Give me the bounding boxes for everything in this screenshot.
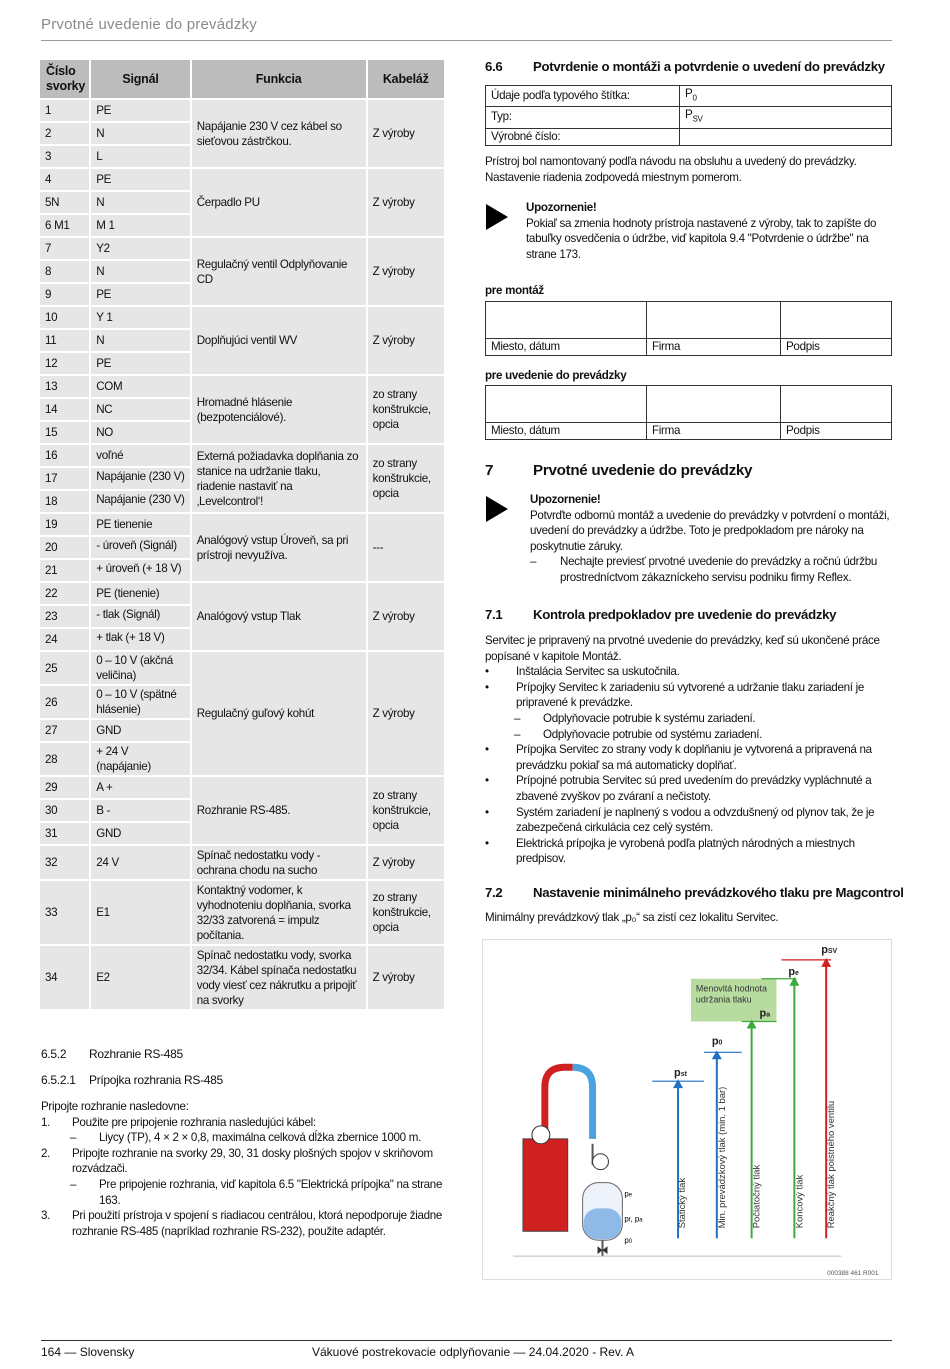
note-title: Upozornenie! [530,493,601,506]
label-relief-pressure: Reakčný tlak poistného ventilu [826,1100,838,1229]
terminal-number: 11 [40,330,89,351]
label-type: Typ: [486,107,680,128]
manometer-icon [593,1154,609,1170]
signal: - tlak (Signál) [91,606,189,627]
section-number: 6.5.2 [41,1047,67,1061]
signal: Napájanie (230 V) [91,468,189,489]
col-place-date: Miesto, dátum [486,339,647,356]
prereq-item: • Elektrická prípojka je vyrobená podľa platných národných a miestnych predpisov. [485,836,855,866]
col-company: Firma [647,339,781,356]
svg-text:p0: p0 [624,1236,633,1246]
function: Napájanie 230 V cez kábel so sieťovou zástrčkou. [192,100,366,167]
function: Regulačný ventil Odplyňovanie CD [192,238,366,305]
column-header: Kabeláž [368,60,444,98]
label-pa: pa [759,1007,771,1020]
terminal-number: 17 [40,468,89,489]
terminal-number: 15 [40,422,89,443]
signal: B - [91,800,189,821]
terminal-number: 32 [40,846,89,879]
footer-doc: Vákuové postrekovacie odplyňovanie — 24.04.2020 - Rev. A [312,1345,634,1359]
signal: GND [91,720,189,741]
signal: E2 [91,946,189,1009]
col-company: Firma [647,423,781,440]
function: Analógový vstup Tlak [192,583,366,650]
table-row [40,445,444,466]
terminal-number: 26 [40,686,89,718]
cabling: --- [368,514,444,581]
signal: N [91,192,189,213]
label-initial-pressure: Počiatočný tlak [751,1164,763,1229]
pump-icon [532,1126,550,1144]
function: Analógový vstup Úroveň, sa pri prístroji nevyužíva. [192,514,366,581]
label-serial: Výrobné číslo: [486,128,680,145]
label-pe: pe [788,965,799,978]
table-row [40,881,444,944]
note-sub: – Nechajte previesť prvotné uvedenie do prevádzky a ročnú údržbu prostredníctvom zákazníckeho servisu podniku firmy Reflex. [530,555,878,584]
boiler [523,1139,568,1231]
box-text-2: udržania tlaku [695,994,752,1005]
cabling: Z výroby [368,307,444,374]
terminal-number: 19 [40,514,89,535]
note-6-6 [526,200,896,262]
signal: + tlak (+ 18 V) [91,629,189,650]
signal: PE [91,169,189,190]
terminal-number: 29 [40,777,89,798]
return-pipe [573,1067,593,1139]
signature-table-mont [485,301,892,356]
terminal-number: 16 [40,445,89,466]
function: Hromadné hlásenie (bezpotenciálové). [192,376,366,443]
prereq-item: • Prípojky Servitec k zariadeniu sú vytvorené a udržanie tlaku zariadení je pripravené k prevádzke. [485,680,865,710]
signal: COM [91,376,189,397]
signal: 24 V [91,846,189,879]
section-title: Kontrola predpokladov pre uvedenie do prevádzky [533,607,837,622]
col-signature: Podpis [781,339,892,356]
rs485-instructions [41,1099,445,1239]
label-min-pressure: Min. prevádzkový tlak (min. 1 bar) [716,1086,728,1229]
terminal-number: 2 [40,123,89,144]
cabling: Z výroby [368,652,444,775]
terminal-number: 28 [40,743,89,775]
header-rule [41,40,892,41]
terminal-number: 22 [40,583,89,604]
note-7 [530,492,892,586]
cabling: Z výroby [368,238,444,305]
step-1-sub: – Liycy (TP), 4 × 2 × 0,8, maximálna celková dĺžka zbernice 1000 m. [70,1131,422,1145]
signal: PE [91,100,189,121]
section-title: Rozhranie RS-485 [89,1047,183,1061]
function: Kontaktný vodomer, k vyhodnoteniu doplňania, svorka 32/33 zatvorená = impulz počítania. [192,881,366,944]
label-p0: p0 [711,1035,723,1048]
table-row [40,946,444,1009]
prereq-item: • Prípojka Servitec zo strany vody k doplňaniu je vytvorená a pripravená na prevádzku pokiaľ sa má automaticky doplňať. [485,743,872,772]
cabling: zo strany konštrukcie, opcia [368,445,444,512]
terminal-number: 23 [40,606,89,627]
signal: N [91,261,189,282]
table-row [40,376,444,397]
signal: voľné [91,445,189,466]
value-serial [680,128,892,145]
table-row [40,307,444,328]
cabling: Z výroby [368,100,444,167]
terminal-number: 13 [40,376,89,397]
step-2-sub: – Pre pripojenie rozhrania, viď kapitola 6.5 "Elektrická prípojka" na strane 163. [70,1177,443,1207]
terminal-number: 9 [40,284,89,305]
prereq-item: • Systém zariadení je naplnený s vodou a odvzdušnený od plynov tak, že je zabezpečená cirkulácia cez celý systém. [485,805,875,835]
terminal-number: 5N [40,192,89,213]
table-row [40,514,444,535]
table-row [40,583,444,604]
confirmation-text: Prístroj bol namontovaný podľa návodu na obsluhu a uvedený do prevádzky. Nastavenie riadenia zodpovedá miestnym pomerom. [485,155,857,184]
prereq-item: • Prípojné potrubia Servitec sú pred uvedením do prevádzky vypláchnuté a zbavené zvyškov po zváraní a nečistoty. [485,774,872,803]
signal: 0 – 10 V (akčná veličina) [91,652,189,684]
section-6-5-2-1-heading [41,1073,223,1087]
footer-page: 164 — Slovensky [41,1345,135,1359]
section-6-5-2-heading [41,1047,183,1061]
col-place-date: Miesto, dátum [486,423,647,440]
prerequisites [485,633,892,867]
signal: + 24 V (napájanie) [91,743,189,775]
note-text: Potvrďte odbornú montáž a uvedenie do prevádzky v potvrdení o montáži, uvedení do prevádzky a údržbe. Toto je predpokladom pre nároky na poskytnutie záruky. [530,508,890,553]
terminal-number: 25 [40,652,89,684]
function: Spínač nedostatku vody - ochrana chodu na sucho [192,846,366,879]
function: Doplňujúci ventil WV [192,307,366,374]
cabling: Z výroby [368,169,444,236]
function: Spínač nedostatku vody, svorka 32/34. Kábel spínača nedostatku vody viesť cez nákrutku a pripojiť na svorky [192,946,366,1009]
page-header: Prvotné uvedenie do prevádzky [41,16,257,33]
signal: NC [91,399,189,420]
cabling: zo strany konštrukcie, opcia [368,376,444,443]
svg-text:pf, pa: pf, pa [624,1214,643,1224]
cabling: Z výroby [368,846,444,879]
signal: Y 1 [91,307,189,328]
label-static-pressure: Statický tlak [677,1177,689,1229]
step-3: 3. Pri použití prístroja v spojení s riadiacou centrálou, ktorá nepodporuje žiadne rozhranie RS-485 (napríklad rozhranie RS-232), použite adaptér. [41,1209,443,1238]
signal: L [91,146,189,167]
section-title: Prípojka rozhrania RS-485 [89,1073,223,1087]
terminal-number: 8 [40,261,89,282]
note-text: Pokiaľ sa zmenia hodnoty prístroja nastavené z výroby, tak to zapíšte do tabuľky osvedčenia o údržbe, viď kapitola 9.4 "Potvrdenie o údržbe" na strane 173. [526,216,877,261]
svg-text:pe: pe [624,1189,633,1199]
label-nameplate: Údaje podľa typového štítka: [486,86,680,107]
value-psv: $P_{SV}$ [680,107,892,128]
nameplate-table [485,85,892,146]
terminal-number: 27 [40,720,89,741]
terminal-number: 1 [40,100,89,121]
terminal-number: 30 [40,800,89,821]
label-psv: pSV [821,943,838,956]
terminal-number: 18 [40,491,89,512]
step-1: 1. Použite pre pripojenie rozhrania nasledujúci kábel: [41,1115,316,1129]
signal: PE (tienenie) [91,583,189,604]
terminal-number: 4 [40,169,89,190]
terminal-number: 3 [40,146,89,167]
terminal-number: 31 [40,823,89,844]
terminal-number: 12 [40,353,89,374]
table-row [40,777,444,798]
terminal-number: 33 [40,881,89,944]
table-row [40,238,444,259]
col-signature: Podpis [781,423,892,440]
terminal-number: 34 [40,946,89,1009]
signal: M 1 [91,215,189,236]
signal: GND [91,823,189,844]
rs485-intro: Pripojte rozhranie nasledovne: [41,1100,189,1113]
cabling: Z výroby [368,946,444,1009]
signal: E1 [91,881,189,944]
signal: PE tienenie [91,514,189,535]
signal: N [91,123,189,144]
function: Čerpadlo PU [192,169,366,236]
terminal-number: 20 [40,537,89,558]
signal: PE [91,284,189,305]
signal: N [91,330,189,351]
signal: NO [91,422,189,443]
section-number: 6.5.2.1 [41,1073,76,1087]
table-row [40,846,444,879]
label-mont: pre montáž [485,284,544,297]
value-p0: $P_0$ [680,86,892,107]
prereq-item: • Inštalácia Servitec sa uskutočnila. [485,665,680,679]
column-header: Funkcia [192,60,366,98]
column-header: Signál [91,60,189,98]
label-final-pressure: Koncový tlak [794,1174,806,1229]
column-header: Číslo svorky [40,60,89,98]
signal: PE [91,353,189,374]
cabling: Z výroby [368,583,444,650]
label-pst: pst [674,1067,687,1080]
signal: 0 – 10 V (spätné hlásenie) [91,686,189,718]
figure-code: 000388 461 R001 [827,1270,879,1278]
footer-rule [41,1340,892,1341]
signal: Y2 [91,238,189,259]
note-title: Upozornenie! [526,201,597,214]
signal: A + [91,777,189,798]
function: Rozhranie RS-485. [192,777,366,844]
section-title: Potvrdenie o montáži a potvrdenie o uvedení do prevádzky [533,59,885,74]
cabling: zo strany konštrukcie, opcia [368,881,444,944]
cabling: zo strany konštrukcie, opcia [368,777,444,844]
step-2: 2. Pripojte rozhranie na svorky 29, 30, 31 dosky plošných spojov v skriňovom rozvádzači. [41,1146,433,1176]
signal: + úroveň (+ 18 V) [91,560,189,581]
box-text-1: Menovitá hodnota [695,983,768,994]
terminal-number: 24 [40,629,89,650]
table-row [40,169,444,190]
terminal-table [38,58,446,1011]
prereq-subitem: – Odplyňovacie potrubie k systému zariadení. [514,711,756,725]
section-title: Prvotné uvedenie do prevádzky [533,462,753,479]
prereq-subitem: – Odplyňovacie potrubie od systému zariadení. [514,727,763,741]
warning-arrow-icon [486,204,508,230]
signal: - úroveň (Signál) [91,537,189,558]
terminal-number: 21 [40,560,89,581]
warning-arrow-icon [486,496,508,522]
function: Externá požiadavka doplňania zo stanice na udržanie tlaku, riadenie nastaviť na ‚Levelcontrol‘! [192,445,366,512]
section-title: Nastavenie minimálneho prevádzkového tlaku pre Magcontrol [533,885,904,900]
table-row [40,652,444,684]
label-uvedenie: pre uvedenie do prevádzky [485,369,627,382]
terminal-number: 10 [40,307,89,328]
table-row [40,100,444,121]
pressure-diagram [482,939,892,1280]
function: Regulačný guľový kohút [192,652,366,775]
terminal-number: 6 M1 [40,215,89,236]
prereq-intro: Servitec je pripravený na prvotné uvedenie do prevádzky, keď sú ukončené práce popísané v kapitole Montáž. [485,634,880,663]
signature-table-commission [485,385,892,440]
terminal-number: 7 [40,238,89,259]
terminal-number: 14 [40,399,89,420]
signal: Napájanie (230 V) [91,491,189,512]
min-pressure-text: Minimálny prevádzkový tlak „p₀“ sa zistí cez lokalitu Servitec. [485,911,779,924]
